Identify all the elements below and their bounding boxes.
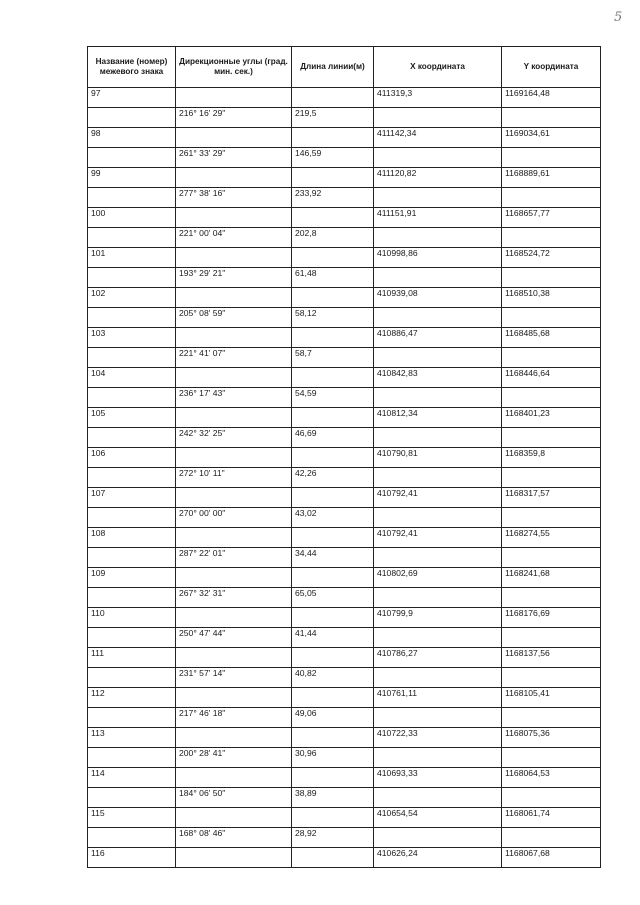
empty-cell [176,568,292,588]
empty-cell [292,248,374,268]
empty-cell [374,348,502,368]
segment-length: 233,92 [292,188,374,208]
point-x: 410626,24 [374,848,502,868]
segment-angle: 267° 32' 31" [176,588,292,608]
segment-row [88,188,601,208]
empty-cell [374,188,502,208]
header-length: Длина линии(м) [292,47,374,88]
point-name: 104 [88,368,176,388]
point-row [88,208,601,228]
empty-cell [502,468,601,488]
point-y: 1168241,68 [502,568,601,588]
point-y: 1168274,55 [502,528,601,548]
empty-cell [374,268,502,288]
empty-cell [292,408,374,428]
empty-cell [502,828,601,848]
point-row [88,328,601,348]
point-x: 410693,33 [374,768,502,788]
empty-cell [374,308,502,328]
empty-cell [374,748,502,768]
point-x: 410998,86 [374,248,502,268]
segment-length: 43,02 [292,508,374,528]
segment-length: 219,5 [292,108,374,128]
segment-row [88,428,601,448]
point-row [88,88,601,108]
segment-row [88,588,601,608]
empty-cell [292,528,374,548]
point-name: 100 [88,208,176,228]
empty-cell [292,168,374,188]
empty-cell [502,388,601,408]
empty-cell [502,788,601,808]
segment-angle: 261° 33' 29" [176,148,292,168]
point-row [88,128,601,148]
empty-cell [374,788,502,808]
empty-cell [374,548,502,568]
segment-length: 202,8 [292,228,374,248]
header-angle: Дирекционные углы (град. мин. сек.) [176,47,292,88]
empty-cell [176,208,292,228]
table-header-row [88,47,601,88]
point-x: 410792,41 [374,488,502,508]
empty-cell [88,708,176,728]
empty-cell [502,308,601,328]
segment-row [88,108,601,128]
point-y: 1169164,48 [502,88,601,108]
empty-cell [176,368,292,388]
point-row [88,448,601,468]
segment-row [88,508,601,528]
empty-cell [88,588,176,608]
point-x: 410786,27 [374,648,502,668]
empty-cell [502,708,601,728]
point-name: 102 [88,288,176,308]
segment-angle: 270° 00' 00" [176,508,292,528]
empty-cell [292,728,374,748]
empty-cell [502,748,601,768]
empty-cell [502,428,601,448]
segment-angle: 193° 29' 21" [176,268,292,288]
empty-cell [88,348,176,368]
segment-angle: 287° 22' 01" [176,548,292,568]
segment-row [88,548,601,568]
point-y: 1168075,36 [502,728,601,748]
point-row [88,688,601,708]
point-x: 411142,34 [374,128,502,148]
empty-cell [176,168,292,188]
segment-length: 28,92 [292,828,374,848]
point-x: 410939,08 [374,288,502,308]
boundary-coordinates-table [87,46,601,868]
point-name: 108 [88,528,176,548]
segment-row [88,388,601,408]
empty-cell [176,688,292,708]
point-x: 410792,41 [374,528,502,548]
segment-length: 65,05 [292,588,374,608]
empty-cell [88,428,176,448]
empty-cell [292,128,374,148]
segment-length: 54,59 [292,388,374,408]
point-x: 410790,81 [374,448,502,468]
empty-cell [176,648,292,668]
segment-angle: 184° 06' 50" [176,788,292,808]
empty-cell [374,428,502,448]
empty-cell [374,228,502,248]
point-row [88,568,601,588]
point-y: 1169034,61 [502,128,601,148]
empty-cell [292,448,374,468]
segment-row [88,748,601,768]
point-y: 1168176,69 [502,608,601,628]
point-name: 110 [88,608,176,628]
empty-cell [88,228,176,248]
empty-cell [176,448,292,468]
point-y: 1168061,74 [502,808,601,828]
page-number: 5 [614,10,623,25]
segment-angle: 242° 32' 25" [176,428,292,448]
point-row [88,168,601,188]
empty-cell [88,268,176,288]
point-x: 410722,33 [374,728,502,748]
segment-angle: 277° 38' 16" [176,188,292,208]
segment-angle: 200° 28' 41" [176,748,292,768]
empty-cell [88,788,176,808]
segment-angle: 231° 57' 14" [176,668,292,688]
empty-cell [176,248,292,268]
empty-cell [88,188,176,208]
point-row [88,288,601,308]
empty-cell [176,328,292,348]
segment-row [88,668,601,688]
point-row [88,248,601,268]
empty-cell [374,708,502,728]
point-y: 1168067,68 [502,848,601,868]
empty-cell [292,88,374,108]
segment-angle: 221° 41' 07" [176,348,292,368]
segment-row [88,828,601,848]
segment-length: 146,59 [292,148,374,168]
segment-row [88,468,601,488]
point-name: 97 [88,88,176,108]
segment-length: 58,12 [292,308,374,328]
empty-cell [176,768,292,788]
point-name: 99 [88,168,176,188]
point-name: 103 [88,328,176,348]
point-x: 411151,91 [374,208,502,228]
empty-cell [88,308,176,328]
segment-row [88,708,601,728]
segment-row [88,308,601,328]
empty-cell [88,548,176,568]
empty-cell [292,208,374,228]
empty-cell [176,488,292,508]
segment-length: 38,89 [292,788,374,808]
empty-cell [176,288,292,308]
segment-length: 42,26 [292,468,374,488]
empty-cell [374,828,502,848]
segment-angle: 216° 16' 29" [176,108,292,128]
empty-cell [88,508,176,528]
point-name: 101 [88,248,176,268]
point-y: 1168105,41 [502,688,601,708]
segment-angle: 205° 08' 59" [176,308,292,328]
segment-row [88,228,601,248]
segment-angle: 168° 08' 46" [176,828,292,848]
point-x: 410799,9 [374,608,502,628]
segment-row [88,348,601,368]
point-row [88,728,601,748]
empty-cell [292,488,374,508]
segment-length: 49,06 [292,708,374,728]
point-y: 1168485,68 [502,328,601,348]
point-x: 410842,83 [374,368,502,388]
empty-cell [292,768,374,788]
point-x: 410802,69 [374,568,502,588]
point-row [88,528,601,548]
empty-cell [292,568,374,588]
point-row [88,808,601,828]
point-name: 107 [88,488,176,508]
point-row [88,768,601,788]
point-y: 1168889,61 [502,168,601,188]
point-name: 112 [88,688,176,708]
segment-length: 58,7 [292,348,374,368]
segment-angle: 221° 00' 04" [176,228,292,248]
point-row [88,488,601,508]
point-name: 98 [88,128,176,148]
point-row [88,848,601,868]
point-y: 1168401,23 [502,408,601,428]
point-name: 105 [88,408,176,428]
empty-cell [88,628,176,648]
empty-cell [502,548,601,568]
empty-cell [292,608,374,628]
empty-cell [176,848,292,868]
point-y: 1168510,38 [502,288,601,308]
empty-cell [176,88,292,108]
empty-cell [292,368,374,388]
point-y: 1168064,53 [502,768,601,788]
empty-cell [502,268,601,288]
point-x: 410886,47 [374,328,502,348]
empty-cell [176,608,292,628]
empty-cell [88,668,176,688]
point-x: 411120,82 [374,168,502,188]
point-y: 1168657,77 [502,208,601,228]
point-row [88,648,601,668]
empty-cell [292,328,374,348]
empty-cell [292,848,374,868]
segment-angle: 217° 46' 18" [176,708,292,728]
empty-cell [88,828,176,848]
segment-angle: 272° 10' 11" [176,468,292,488]
empty-cell [88,748,176,768]
point-name: 116 [88,848,176,868]
segment-angle: 236° 17' 43" [176,388,292,408]
empty-cell [502,588,601,608]
segment-row [88,628,601,648]
point-x: 410761,11 [374,688,502,708]
point-y: 1168317,57 [502,488,601,508]
segment-length: 30,96 [292,748,374,768]
empty-cell [502,668,601,688]
empty-cell [176,128,292,148]
header-name: Название (номер) межевого знака [88,47,176,88]
empty-cell [292,808,374,828]
empty-cell [374,468,502,488]
empty-cell [176,728,292,748]
point-name: 114 [88,768,176,788]
point-y: 1168446,64 [502,368,601,388]
empty-cell [176,408,292,428]
empty-cell [374,628,502,648]
point-row [88,408,601,428]
empty-cell [374,508,502,528]
empty-cell [502,228,601,248]
point-name: 113 [88,728,176,748]
point-y: 1168524,72 [502,248,601,268]
point-name: 106 [88,448,176,468]
empty-cell [88,388,176,408]
point-name: 109 [88,568,176,588]
empty-cell [502,148,601,168]
empty-cell [502,508,601,528]
point-name: 111 [88,648,176,668]
point-x: 410812,34 [374,408,502,428]
empty-cell [502,188,601,208]
point-x: 411319,3 [374,88,502,108]
empty-cell [88,148,176,168]
empty-cell [502,628,601,648]
point-name: 115 [88,808,176,828]
empty-cell [176,528,292,548]
empty-cell [374,388,502,408]
empty-cell [176,808,292,828]
point-row [88,368,601,388]
segment-length: 46,69 [292,428,374,448]
empty-cell [374,148,502,168]
empty-cell [374,668,502,688]
point-y: 1168137,56 [502,648,601,668]
segment-length: 41,44 [292,628,374,648]
empty-cell [292,688,374,708]
segment-angle: 250° 47' 44" [176,628,292,648]
header-y: Y координата [502,47,601,88]
segment-row [88,788,601,808]
empty-cell [292,288,374,308]
segment-length: 40,82 [292,668,374,688]
point-y: 1168359,8 [502,448,601,468]
segment-row [88,148,601,168]
empty-cell [374,588,502,608]
header-x: X координата [374,47,502,88]
segment-row [88,268,601,288]
empty-cell [88,108,176,128]
empty-cell [374,108,502,128]
empty-cell [502,108,601,128]
empty-cell [88,468,176,488]
segment-length: 34,44 [292,548,374,568]
empty-cell [292,648,374,668]
segment-length: 61,48 [292,268,374,288]
point-x: 410654,54 [374,808,502,828]
empty-cell [502,348,601,368]
point-row [88,608,601,628]
